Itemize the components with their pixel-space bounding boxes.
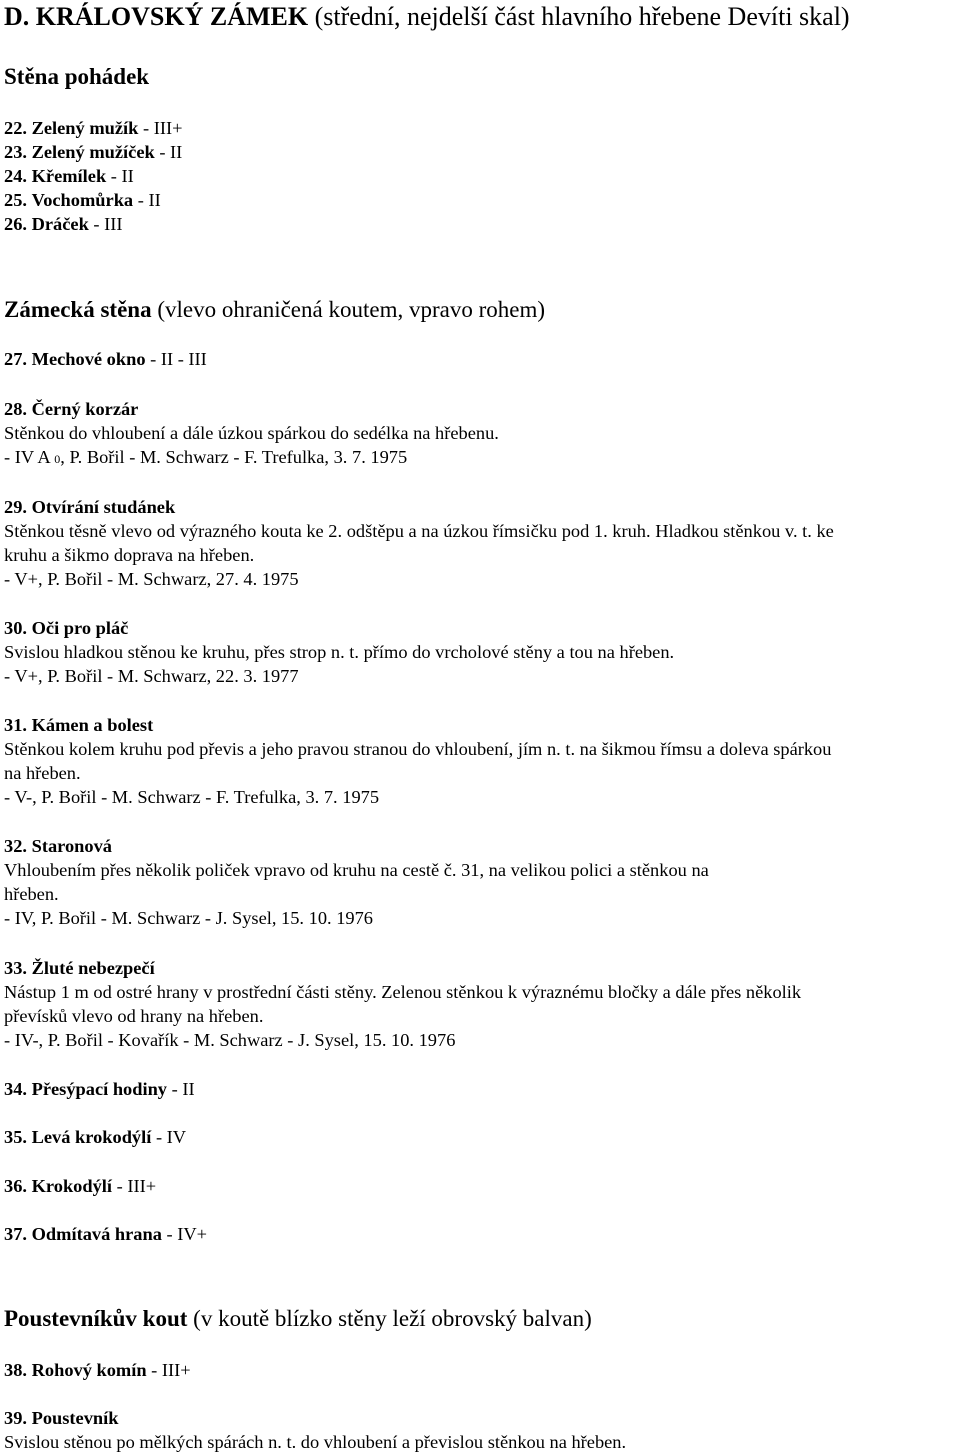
route-38: 38. Rohový komín - III+ [4, 1360, 191, 1380]
route-32-desc-2: hřeben. [4, 884, 59, 904]
route-33-desc-2: převísků vlevo od hrany na hřeben. [4, 1006, 264, 1026]
route-32-desc-1: Vhloubením přes několik poliček vpravo od kruhu na cestě č. 31, na velikou polici a stěnkou na [4, 860, 709, 880]
route-27: 27. Mechové okno - II - III [4, 349, 207, 369]
route-30-title: 30. Oči pro pláč [4, 618, 129, 638]
route-29-desc-2: kruhu a šikmo doprava na hřeben. [4, 545, 255, 565]
route-28-title: 28. Černý korzár [4, 399, 139, 419]
page-title-rest: (střední, nejdelší část hlavního hřebene Devíti skal) [308, 2, 850, 31]
route-35: 35. Levá krokodýlí - IV [4, 1127, 187, 1147]
route-31-meta: - V-, P. Bořil - M. Schwarz - F. Trefulka, 3. 7. 1975 [4, 787, 380, 807]
section-title-poustevnikuv-kout: Poustevníkův kout (v koutě blízko stěny leží obrovský balvan) [4, 1306, 592, 1331]
route-32-meta: - IV, P. Bořil - M. Schwarz - J. Sysel, 15. 10. 1976 [4, 908, 373, 928]
route-39-title: 39. Poustevník [4, 1408, 119, 1428]
page-title [4, 2, 850, 32]
route-28-desc: Stěnkou do vhloubení a dále úzkou spárkou do sedélka na hřebenu. [4, 423, 499, 443]
page-title-bold: D. KRÁLOVSKÝ ZÁMEK [4, 2, 309, 31]
route-29-title: 29. Otvírání studánek [4, 497, 176, 517]
route-25: 25. Vochomůrka - II [4, 190, 161, 210]
section-title-stena-pohadek: Stěna pohádek [4, 64, 150, 89]
route-30-meta: - V+, P. Bořil - M. Schwarz, 22. 3. 1977 [4, 666, 299, 686]
section-title-zamecka-stena: Zámecká stěna (vlevo ohraničená koutem, vpravo rohem) [4, 297, 545, 322]
route-29-meta: - V+, P. Bořil - M. Schwarz, 27. 4. 1975 [4, 569, 299, 589]
route-30-desc: Svislou hladkou stěnou ke kruhu, přes strop n. t. přímo do vrcholové stěny a tou na hřeben. [4, 642, 675, 662]
route-31-desc-2: na hřeben. [4, 763, 81, 783]
route-26: 26. Dráček - III [4, 214, 123, 234]
route-29-desc-1: Stěnkou těsně vlevo od výrazného kouta ke 2. odštěpu a na úzkou římsičku pod 1. kruh. Hladkou stěnkou v. t. ke [4, 521, 834, 541]
route-39-desc: Svislou stěnou po mělkých spárách n. t. do vhloubení a převislou stěnkou na hřeben. [4, 1432, 627, 1452]
route-24: 24. Křemílek - II [4, 166, 134, 186]
route-31-title: 31. Kámen a bolest [4, 715, 154, 735]
route-33-meta: - IV-, P. Bořil - Kovařík - M. Schwarz - J. Sysel, 15. 10. 1976 [4, 1030, 456, 1050]
route-31-desc-1: Stěnkou kolem kruhu pod převis a jeho pravou stranou do vhloubení, jím n. t. na šikmou římsu a doleva spárkou [4, 739, 832, 759]
route-34: 34. Přesýpací hodiny - II [4, 1079, 195, 1099]
route-32-title: 32. Staronová [4, 836, 112, 856]
route-28-meta: - IV A 0, P. Bořil - M. Schwarz - F. Trefulka, 3. 7. 1975 [4, 447, 408, 467]
route-23: 23. Zelený mužíček - II [4, 142, 183, 162]
route-33-desc-1: Nástup 1 m od ostré hrany v prostřední části stěny. Zelenou stěnkou k výraznému bločky a dále přes několik [4, 982, 802, 1002]
route-22: 22. Zelený mužík - III+ [4, 118, 183, 138]
route-36: 36. Krokodýlí - III+ [4, 1176, 157, 1196]
route-37: 37. Odmítavá hrana - IV+ [4, 1224, 207, 1244]
route-33-title: 33. Žluté nebezpečí [4, 958, 155, 978]
